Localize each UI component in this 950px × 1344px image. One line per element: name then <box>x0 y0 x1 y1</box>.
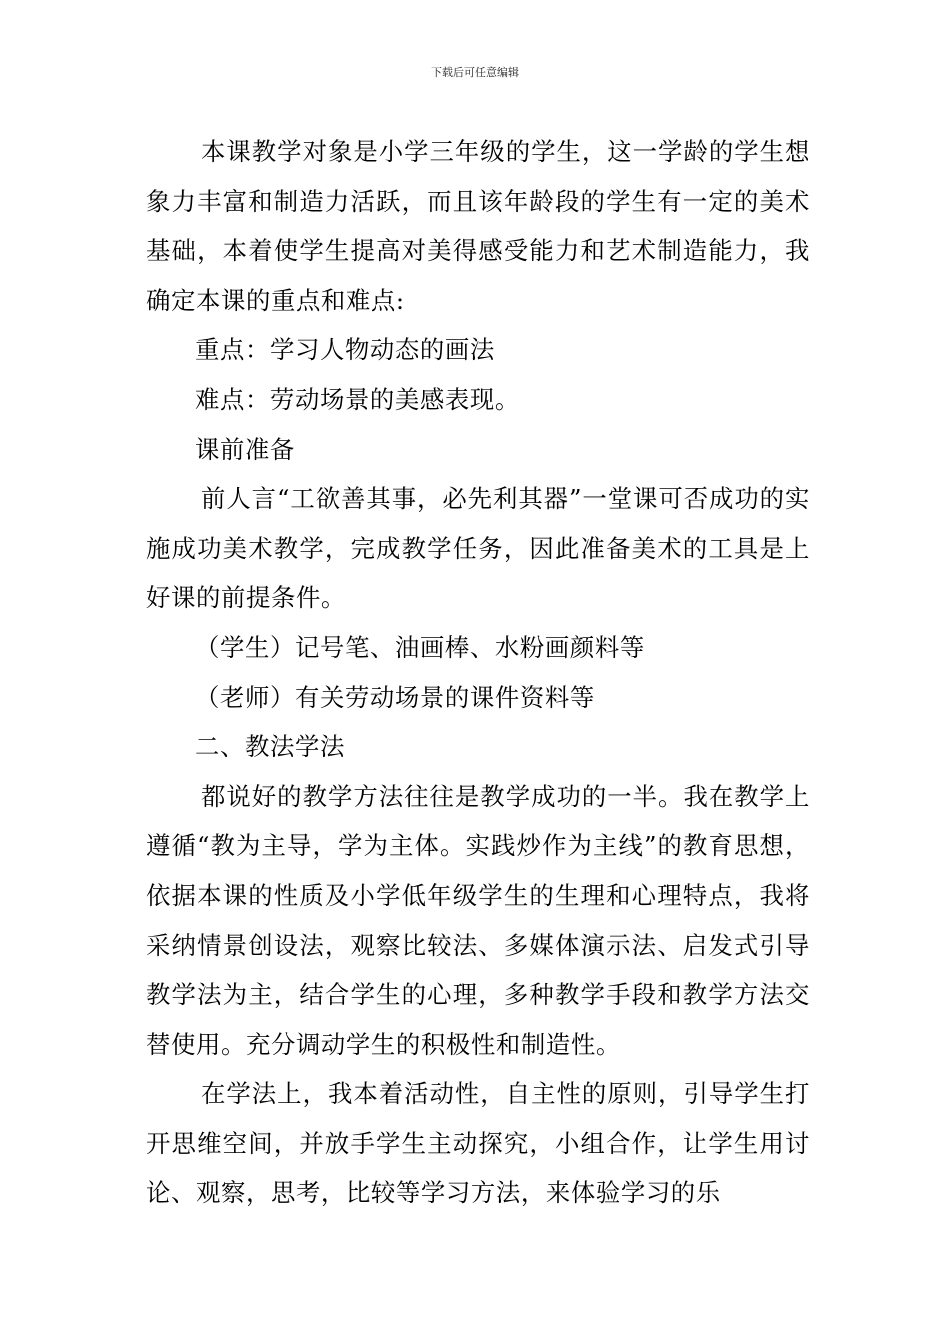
document-body <box>146 127 810 1218</box>
paragraph-preparation: 前人言“工欲善其事，必先利其器”一堂课可否成功的实施成功美术教学，完成教学任务，因此准备美术的工具是上好课的前提条件。 <box>146 484 810 613</box>
section-heading-methods: 二、教法学法 <box>195 732 345 762</box>
paragraph-learning-method: 在学法上，我本着活动性，自主性的原则，引导学生打开思维空间，并放手学生主动探究，小组合作，让学生用讨论、观察，思考，比较等学习方法，来体验学习的乐 <box>146 1079 810 1208</box>
list-item-teacher: （老师）有关劳动场景的课件资料等 <box>195 682 595 712</box>
paragraph-intro: 本课教学对象是小学三年级的学生，这一学龄的学生想象力丰富和制造力活跃，而且该年龄段的学生有一定的美术基础，本着使学生提高对美得感受能力和艺术制造能力，我确定本课的重点和难点: <box>146 137 810 315</box>
page-header: 下载后可任意编辑 <box>431 66 519 79</box>
list-item-students: （学生）记号笔、油画棒、水粉画颜料等 <box>195 632 645 662</box>
paragraph-key-point: 重点：学习人物动态的画法 <box>195 335 495 365</box>
paragraph-difficulty: 难点：劳动场景的美感表现。 <box>195 384 520 414</box>
paragraph-teaching-method: 都说好的教学方法往往是教学成功的一半。我在教学上遵循“教为主导，学为主体。实践炒作为主线”的教育思想，依据本课的性质及小学低年级学生的生理和心理特点，我将采纳情景创设法，观察比较法、多媒体演示法、启发式引导教学法为主，结合学生的心理，多种教学手段和教学方法交替使用。充分调动学生的积极性和制造性。 <box>146 781 810 1059</box>
section-heading-preparation: 课前准备 <box>195 434 295 464</box>
